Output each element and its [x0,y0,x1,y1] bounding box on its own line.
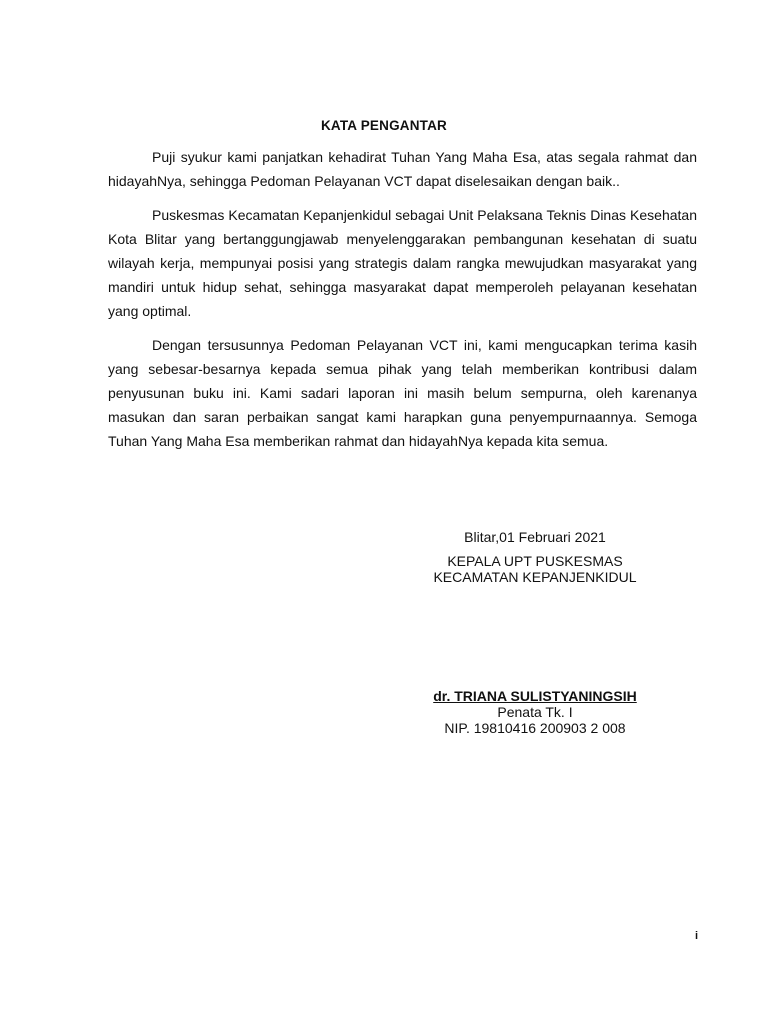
body-text [108,145,697,463]
signature-block [410,688,660,736]
signatory-name: dr. TRIANA SULISTYANINGSIH [433,688,637,704]
paragraph-2: Puskesmas Kecamatan Kepanjenkidul sebagai Unit Pelaksana Teknis Dinas Kesehatan Kota Blitar yang bertanggungjawab menyelenggarakan pembangunan kesehatan di suatu wilayah kerja, mempunyai posisi yang strategis dalam rangka mewujudkan masyarakat yang mandiri untuk hidup sehat, sehingga masyarakat dapat memperoleh pelayanan kesehatan yang optimal. [108,207,697,319]
signature-place-date: Blitar,01 Februari 2021 [464,529,606,545]
page-title: KATA PENGANTAR [320,118,448,133]
position-line-2: KECAMATAN KEPANJENKIDUL [433,569,637,585]
paragraph-3: Dengan tersusunnya Pedoman Pelayanan VCT ini, kami mengucapkan terima kasih yang sebesar-besarnya kepada semua pihak yang telah memberikan kontribusi dalam penyusunan buku ini. Kami sadari laporan ini masih belum sempurna, oleh karenanya masukan dan saran perbaikan sangat kami harapkan guna penyempurnaannya. Semoga Tuhan Yang Maha Esa memberikan rahmat dan hidayahNya kepada kita semua. [108,337,697,449]
signatory-rank: Penata Tk. I [497,704,573,720]
page-number: i [694,930,698,942]
signatory-nip: NIP. 19810416 200903 2 008 [444,720,626,736]
signature-position [410,553,660,585]
paragraph-1: Puji syukur kami panjatkan kehadirat Tuhan Yang Maha Esa, atas segala rahmat dan hidayahNya, sehingga Pedoman Pelayanan VCT dapat diselesaikan dengan baik.. [108,149,697,189]
position-line-1: KEPALA UPT PUSKESMAS [447,553,623,569]
